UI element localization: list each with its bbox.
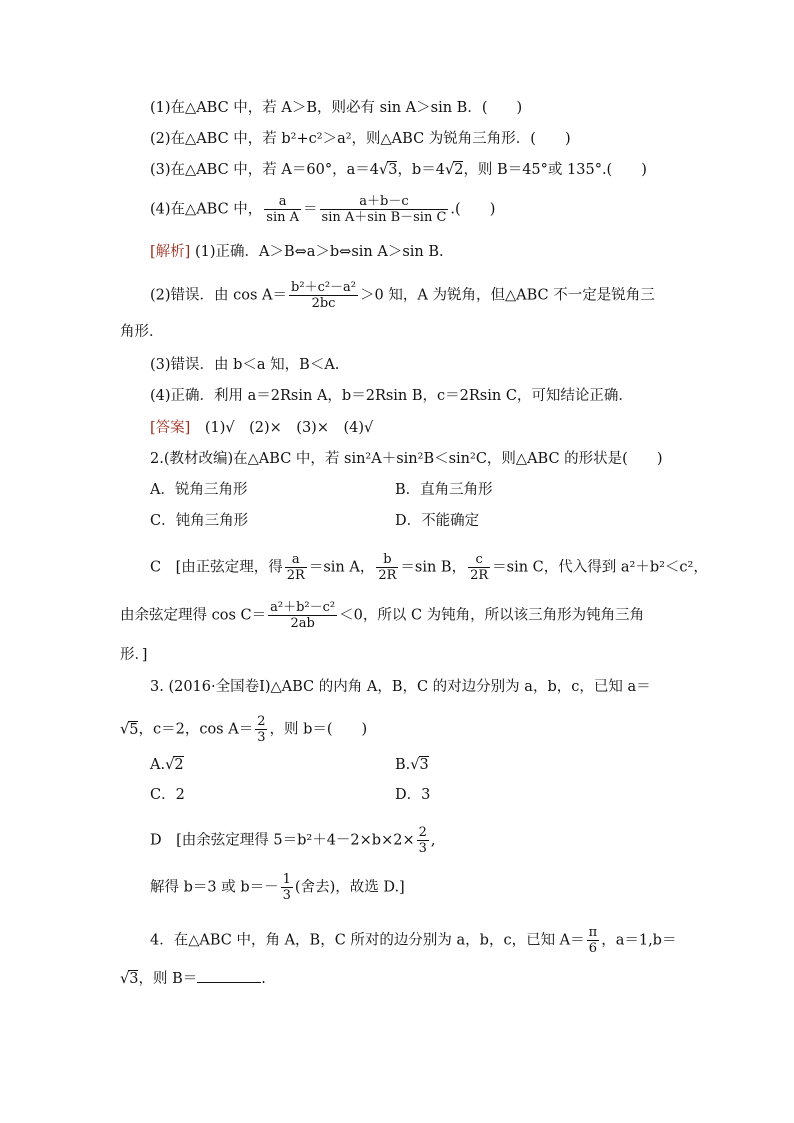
fraction (289, 280, 358, 311)
q3-stem-2: √5，c＝2，cos A＝ $\frac{2}{3}$ ，则 b＝( ) (120, 714, 368, 745)
numerator: a＋b－c (320, 194, 449, 210)
fraction (587, 925, 600, 956)
option-text: C．钝角三角形 (150, 513, 249, 529)
analysis-text: 角形． (120, 324, 164, 340)
fraction (268, 600, 337, 631)
numerator: 1 (282, 872, 291, 887)
numerator: b²＋c²－a² (291, 280, 357, 295)
numerator: b (376, 552, 398, 568)
q1-s3-part: ，b＝4 (397, 162, 445, 178)
question-text: 4．在△ABC 中，角 A，B，C 所对的边分别为 a，b，c，已知 A＝ (150, 932, 585, 949)
denominator: 2ab (290, 616, 315, 631)
equals-sign: ＝ (303, 201, 318, 218)
denominator: 3 (418, 841, 427, 856)
numerator: a (285, 552, 307, 568)
answer-tag: [答案] (150, 420, 191, 436)
analysis-tag: [解析] (150, 244, 191, 260)
q1-statement-1 (150, 98, 522, 118)
q1-analysis-4 (150, 386, 633, 406)
solution-text: C [由正弦定理，得 (150, 559, 283, 576)
question-text: ，c＝2，cos A＝ (138, 721, 254, 738)
solution-text: (舍去)，故选 D.] (294, 879, 405, 896)
analysis-text: (3)错误．由 b＜a 知，B＜A. (150, 357, 340, 373)
q2-option-b (395, 480, 493, 500)
q1-s2-text: (2)在△ABC 中，若 b²+c²＞a²，则△ABC 为锐角三角形．( ) (150, 131, 571, 147)
fraction (417, 825, 429, 856)
denominator: 3 (257, 730, 266, 745)
option-text: B．直角三角形 (395, 482, 493, 498)
q1-s3-radicand: 3 (388, 162, 398, 178)
denominator: 2R (378, 568, 397, 583)
q3-option-a: A.√2 (150, 757, 184, 773)
question-text: ，a＝1,b＝ (601, 932, 677, 949)
q1-statement-4 (150, 194, 495, 225)
radicand: 2 (174, 757, 184, 773)
solution-text: , (430, 832, 436, 849)
fraction (376, 552, 398, 583)
q1-s1-text: (1)在△ABC 中，若 A＞B，则必有 sin A＞sin B．( ) (150, 100, 523, 116)
question-text: 3. (2016·全国卷Ⅰ)△ABC 的内角 A，B，C 的对边分别为 a，b，c，已知 a＝ (150, 679, 651, 695)
fraction (320, 194, 449, 225)
numerator: a (264, 194, 301, 210)
q1-answer (150, 418, 373, 438)
fraction (281, 872, 293, 903)
q1-s3-part: ，则 B＝45°或 135°.( ) (463, 162, 647, 178)
denominator: sin A (266, 210, 300, 225)
numerator: 2 (257, 714, 266, 729)
q1-analysis-1 (150, 242, 444, 262)
radicand: 3 (419, 757, 429, 773)
numerator: 2 (418, 825, 427, 840)
q3-solution-1 (150, 825, 436, 856)
answer-text: (1)√ (2)× (3)× (4)√ (204, 420, 374, 436)
q1-statement-3: (3)在△ABC 中，若 A＝60°，a＝4√3，b＝4√2，则 B＝45°或 135°.( ) (150, 162, 647, 178)
numerator: c (468, 552, 490, 568)
question-text: 2.(教材改编)在△ABC 中，若 sin²A＋sin²B＜sin²C，则△ABC 的形状是( ) (150, 451, 663, 467)
q2-stem (150, 449, 662, 469)
denominator: 3 (282, 888, 291, 903)
option-text: A．锐角三角形 (150, 482, 248, 498)
denominator: 2bc (311, 296, 336, 311)
analysis-text: (4)正确．利用 a＝2Rsin A，b＝2Rsin B，c＝2Rsin C，可知结论正确． (150, 388, 633, 404)
question-text: ，则 B＝ (138, 971, 198, 987)
q3-solution-2 (150, 872, 405, 903)
q1-analysis-3 (150, 355, 339, 375)
option-text: A. (150, 757, 166, 773)
solution-text: ＝sin C，代入得到 a²＋b²＜c²， (492, 559, 708, 576)
denominator: 2R (470, 568, 489, 583)
answer-blank[interactable] (197, 970, 261, 983)
q2-solution-2 (120, 600, 644, 631)
solution-text: 形．] (120, 647, 148, 663)
q1-s4-part: .( ) (450, 201, 496, 218)
option-text: C．2 (150, 787, 185, 803)
solution-text: 解得 b＝3 或 b＝－ (150, 879, 279, 896)
fraction (255, 714, 267, 745)
numerator: a²＋b²－c² (270, 600, 336, 615)
option-text: D．3 (395, 787, 431, 803)
q3-option-b: B.√3 (395, 757, 429, 773)
q2-option-a (150, 480, 247, 500)
question-text: ，则 b＝( ) (269, 721, 368, 738)
denominator: 6 (588, 941, 598, 956)
q3-option-c (150, 785, 185, 805)
q4-stem-1 (150, 925, 676, 956)
denominator: 2R (286, 568, 305, 583)
solution-text: ＜0，所以 C 为钝角，所以该三角形为钝角三角 (339, 607, 645, 624)
numerator: π (588, 925, 598, 940)
q2-option-c (150, 511, 248, 531)
q2-solution-1 (150, 552, 708, 583)
analysis-text: (1)正确．A＞B⇔a＞b⇔sin A＞sin B. (194, 244, 444, 260)
radicand: 3 (129, 971, 139, 987)
solution-text: D [由余弦定理得 5＝b²＋4－2×b×2× (150, 832, 415, 849)
solution-text: 由余弦定理得 cos C＝ (120, 607, 267, 624)
q4-stem-2: √3，则 B＝ . (120, 971, 266, 987)
q2-option-d (395, 511, 479, 531)
option-text: B. (395, 757, 411, 773)
solution-text: ＝sin B， (400, 559, 467, 576)
analysis-text: (2)错误．由 cos A＝ (150, 287, 288, 304)
q3-stem-1 (150, 677, 651, 697)
fraction (264, 194, 301, 225)
denominator: sin A＋sin B－sin C (321, 210, 447, 225)
solution-text: ＝sin A， (308, 559, 375, 576)
q1-s3-part: (3)在△ABC 中，若 A＝60°，a＝4 (150, 162, 379, 178)
fraction (468, 552, 490, 583)
q3-option-d (395, 785, 430, 805)
q1-statement-2 (150, 129, 571, 149)
q1-analysis-2-cont (120, 322, 164, 342)
option-text: D．不能确定 (395, 513, 480, 529)
analysis-text: ＞0 知，A 为锐角，但△ABC 不一定是锐角三 (360, 287, 655, 304)
q2-solution-3 (120, 645, 147, 665)
q1-s3-radicand: 2 (454, 162, 464, 178)
q1-analysis-2 (150, 280, 655, 311)
radicand: 5 (129, 721, 139, 738)
fraction (285, 552, 307, 583)
q1-s4-part: (4)在△ABC 中， (150, 201, 263, 218)
